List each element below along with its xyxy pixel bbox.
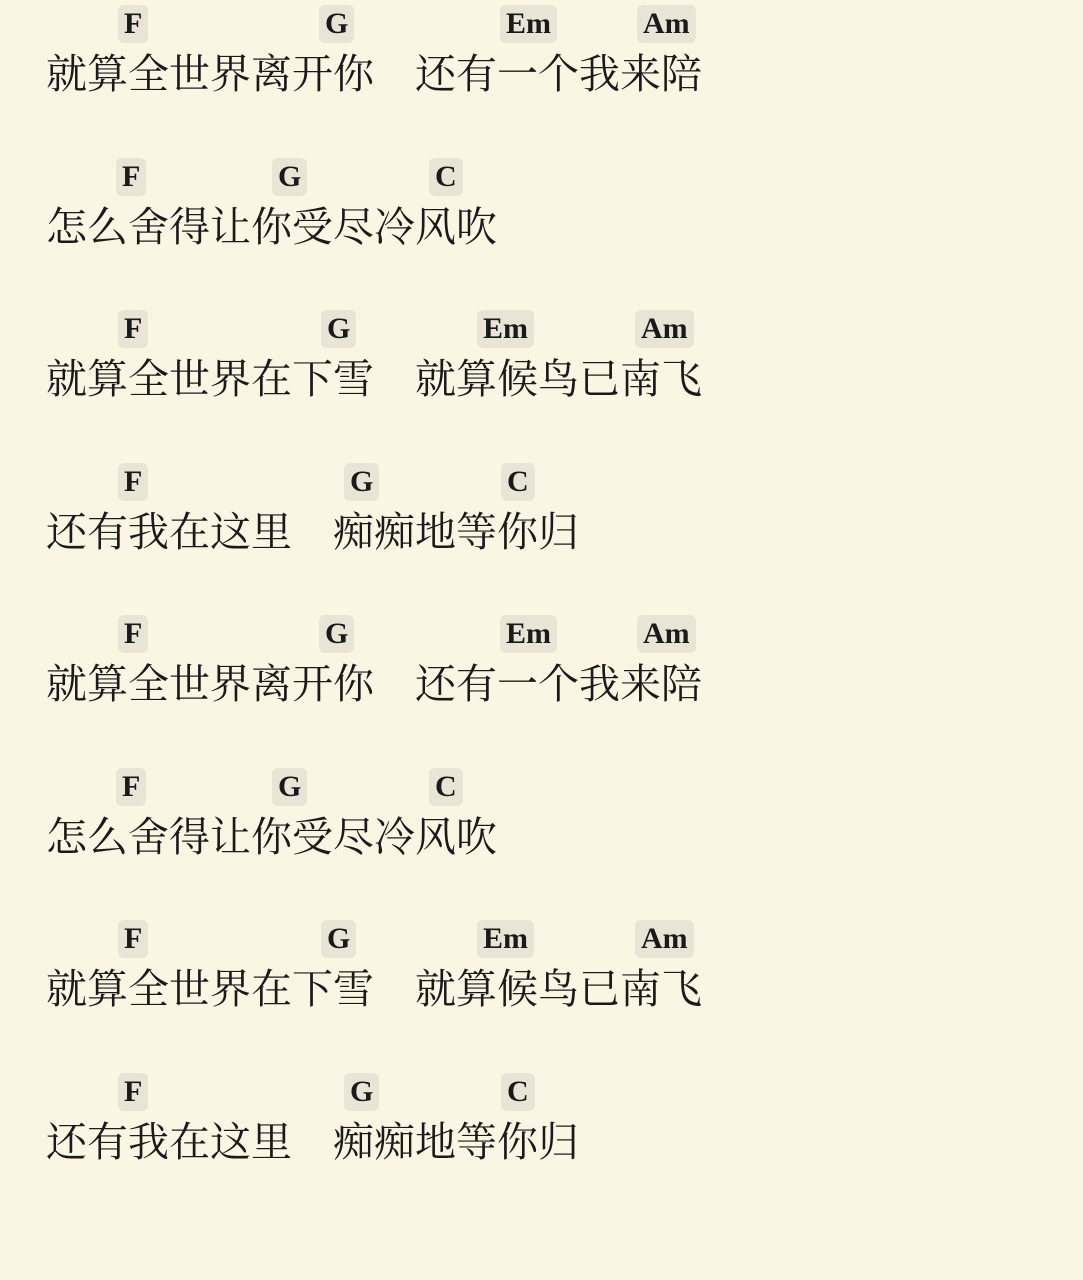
chord-badge-am[interactable]: Am [635, 310, 694, 348]
lyric-segment: 还有一个我来陪 [415, 51, 702, 97]
lyric-segment: 就算候鸟已南飞 [415, 356, 702, 402]
lyric-segment: 就算全世界在下雪 [46, 356, 374, 402]
chord-badge-g[interactable]: G [344, 1073, 379, 1111]
lyric-line [46, 661, 1083, 708]
chord-row [0, 1073, 1083, 1111]
lyric-chord-block [0, 768, 1083, 921]
chord-badge-g[interactable]: G [321, 920, 356, 958]
chord-badge-f[interactable]: F [116, 158, 146, 196]
chord-row [0, 920, 1083, 958]
lyric-chord-block [0, 310, 1083, 463]
lyric-segment: 怎么舍得让你受尽冷风吹 [46, 203, 497, 250]
lyric-line [46, 51, 1083, 98]
chord-badge-g[interactable]: G [319, 5, 354, 43]
chord-badge-f[interactable]: F [118, 5, 148, 43]
chord-row [0, 768, 1083, 806]
chord-badge-f[interactable]: F [118, 615, 148, 653]
lyric-segment: 就算候鸟已南飞 [415, 966, 702, 1012]
lyric-chord-block [0, 1073, 1083, 1226]
lyric-segment: 还有一个我来陪 [415, 661, 702, 707]
chord-badge-g[interactable]: G [321, 310, 356, 348]
lyric-line [46, 356, 1083, 403]
lyric-line [46, 1119, 1083, 1166]
chord-badge-c[interactable]: C [501, 1073, 535, 1111]
chord-badge-f[interactable]: F [118, 920, 148, 958]
chord-row [0, 5, 1083, 43]
chord-badge-g[interactable]: G [319, 615, 354, 653]
lyric-segment: 还有我在这里 [46, 508, 292, 555]
chord-badge-g[interactable]: G [344, 463, 379, 501]
chord-badge-g[interactable]: G [272, 768, 307, 806]
chord-badge-c[interactable]: C [501, 463, 535, 501]
chord-badge-em[interactable]: Em [500, 5, 557, 43]
chord-badge-am[interactable]: Am [637, 5, 696, 43]
chord-badge-am[interactable]: Am [637, 615, 696, 653]
chord-badge-em[interactable]: Em [477, 310, 534, 348]
lyric-segment: 就算全世界在下雪 [46, 966, 374, 1012]
chord-badge-g[interactable]: G [272, 158, 307, 196]
lyric-chord-block [0, 920, 1083, 1073]
lyric-line [46, 509, 1083, 556]
lyric-line [46, 814, 1083, 861]
lyric-segment: 还有我在这里 [46, 1118, 292, 1165]
chord-badge-am[interactable]: Am [635, 920, 694, 958]
chord-badge-c[interactable]: C [429, 158, 463, 196]
lyric-chord-block [0, 158, 1083, 311]
chord-badge-f[interactable]: F [118, 463, 148, 501]
lyric-segment: 痴痴地等你归 [333, 508, 579, 555]
lyric-line [46, 966, 1083, 1013]
lyric-chord-block [0, 615, 1083, 768]
chord-badge-f[interactable]: F [118, 310, 148, 348]
lyric-segment: 就算全世界离开你 [46, 661, 374, 707]
chord-row [0, 158, 1083, 196]
chord-badge-f[interactable]: F [116, 768, 146, 806]
lyric-chord-block [0, 463, 1083, 616]
lyric-segment: 就算全世界离开你 [46, 51, 374, 97]
chord-row [0, 310, 1083, 348]
chord-row [0, 463, 1083, 501]
chord-row [0, 615, 1083, 653]
chord-badge-f[interactable]: F [118, 1073, 148, 1111]
lyric-segment: 痴痴地等你归 [333, 1118, 579, 1165]
chord-badge-em[interactable]: Em [477, 920, 534, 958]
lyric-chord-block [0, 5, 1083, 158]
chord-badge-c[interactable]: C [429, 768, 463, 806]
chord-badge-em[interactable]: Em [500, 615, 557, 653]
lyric-segment: 怎么舍得让你受尽冷风吹 [46, 813, 497, 860]
lyric-line [46, 204, 1083, 251]
